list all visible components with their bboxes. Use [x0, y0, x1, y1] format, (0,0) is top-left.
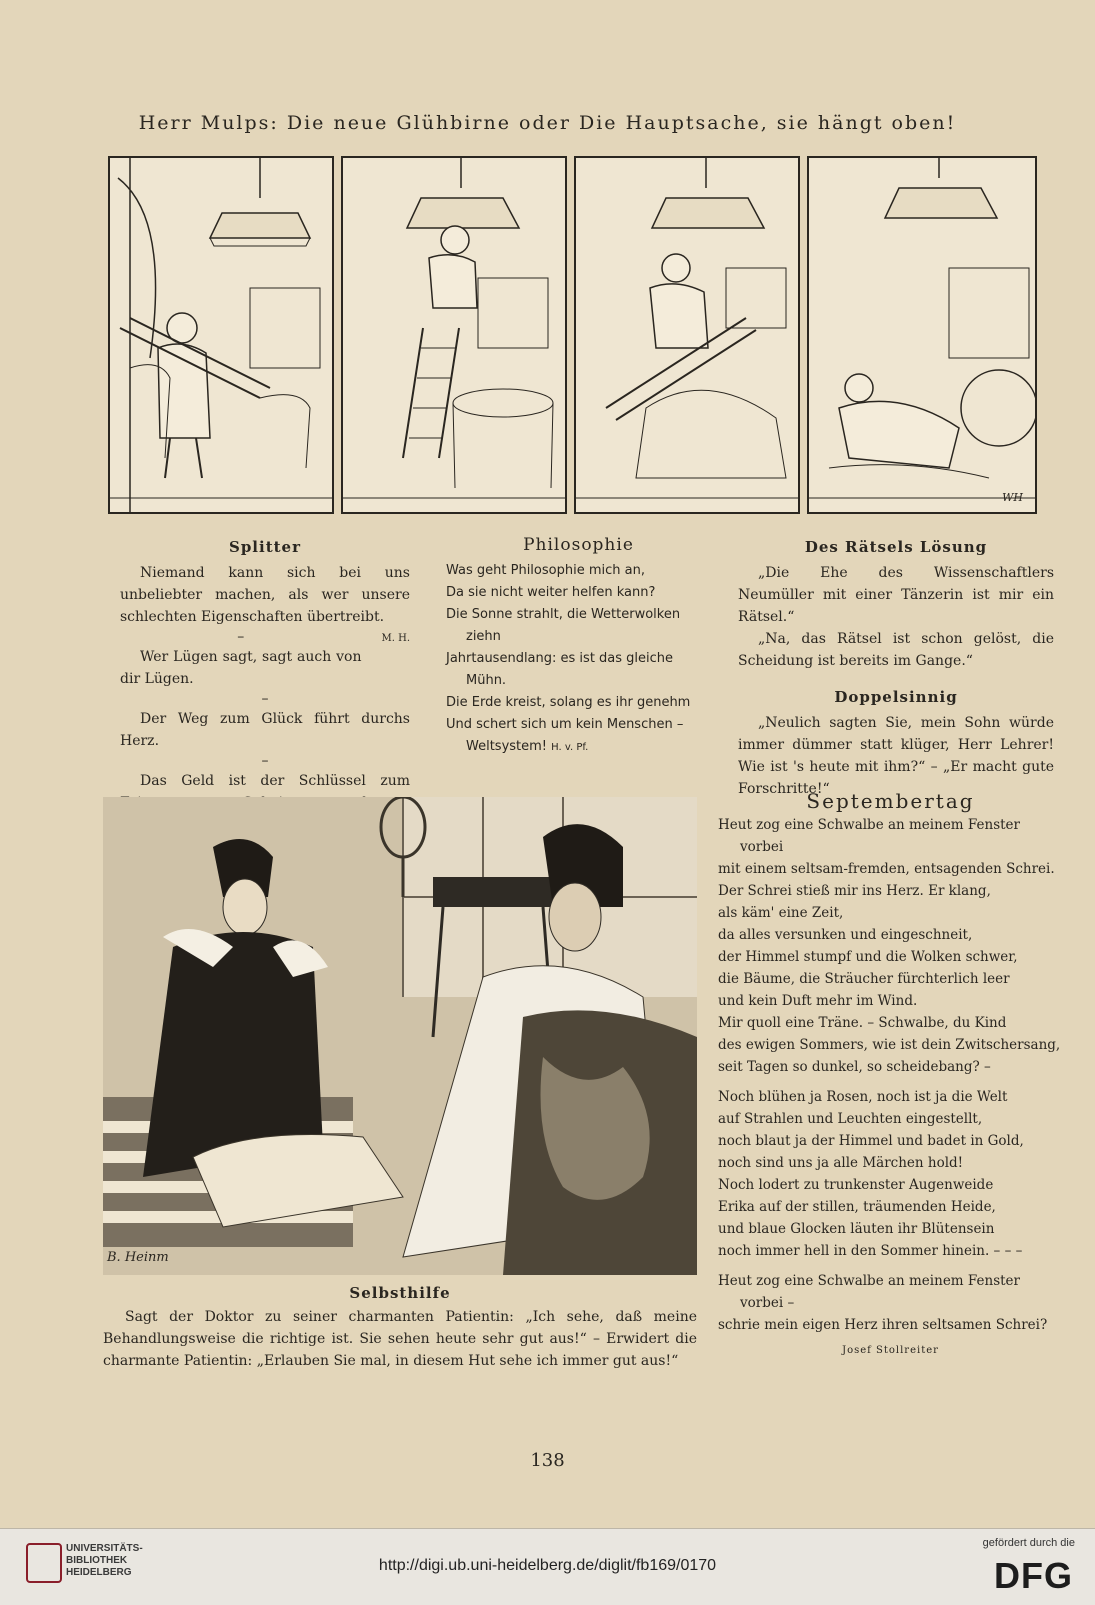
splitter-paragraph-2: Wer Lügen sagt, sagt auch von dir Lügen.	[120, 649, 362, 687]
poem-line: und blaue Glocken läuten ihr Blütensein	[718, 1221, 995, 1237]
splitter-divider: –	[237, 629, 245, 645]
selbsthilfe-heading: Selbsthilfe	[349, 1284, 451, 1302]
philosophie-heading: Philosophie	[523, 535, 634, 555]
splitter-text-1: Niemand kann sich bei uns unbeliebter machen, als wer unsere schlechten Eigenschaften übertreibt.	[120, 565, 410, 625]
splitter-column	[120, 536, 410, 838]
poem-line: der Himmel stumpf und die Wolken schwer,	[718, 949, 1018, 965]
comic-strip	[108, 156, 1058, 512]
splitter-text-4: Das Geld ist der Schlüssel zum	[140, 773, 410, 789]
comic-panel-1	[108, 156, 334, 514]
raetsel-heading: Des Rätsels Lösung	[804, 538, 988, 556]
poem-line: vorbei –	[740, 1295, 795, 1311]
funding-note: gefördert durch die	[982, 1537, 1075, 1549]
poem-line: da alles versunken und eingeschneit,	[718, 927, 973, 943]
poem-line: Noch blühen ja Rosen, noch ist ja die Welt	[718, 1089, 1008, 1105]
philosophie-line: Die Erde kreist, solang es ihr genehm	[446, 695, 691, 710]
doctor-patient-illustration	[103, 797, 697, 1275]
poem-line: Noch lodert zu trunkenster Augenweide	[718, 1177, 994, 1193]
doppelsinnig-paragraph: „Neulich sagten Sie, mein Sohn würde immer dümmer statt klüger, Herr Lehrer! Wie ist 's heute mit ihm?“ – „Er macht gute Forschritte!“	[738, 715, 1054, 797]
poem-line: Erika auf der stillen, träumenden Heide,	[718, 1199, 996, 1215]
doppelsinnig-heading: Doppelsinnig	[834, 688, 958, 706]
library-name-line: HEIDELBERG	[66, 1567, 132, 1578]
library-name-line: BIBLIOTHEK	[66, 1555, 128, 1566]
poem-line: als käm' eine Zeit,	[718, 905, 844, 921]
philosophie-line: Jahrtausendlang: es ist das gleiche	[446, 651, 674, 666]
panel-1-drawing	[110, 158, 332, 512]
poem-line: noch blaut ja der Himmel und badet in Gold,	[718, 1133, 1024, 1149]
poem-line: Mir quoll eine Träne. – Schwalbe, du Kind	[718, 1015, 1007, 1031]
page-number: 138	[530, 1450, 565, 1471]
splitter-paragraph-3: Der Weg zum Glück führt durchs Herz.	[120, 711, 410, 749]
philosophie-line: Mühn.	[466, 673, 507, 688]
illustration-signature: B. Heinm	[107, 1250, 169, 1265]
philosophie-line: Die Sonne strahlt, die Wetterwolken	[446, 607, 681, 622]
septembertag-poem	[718, 790, 1063, 1362]
raetsel-column	[738, 536, 1054, 800]
philosophie-signature: H. v. Pf.	[551, 742, 589, 753]
splitter-signature-1: M. H.	[381, 633, 410, 644]
comic-title: Herr Mulps: Die neue Glühbirne oder Die Hauptsache, sie hängt oben!	[138, 112, 957, 134]
poem-line: noch sind uns ja alle Märchen hold!	[718, 1155, 964, 1171]
philosophie-line: ziehn	[466, 629, 501, 644]
poem-author: Josef Stollreiter	[842, 1345, 939, 1356]
philosophie-line-text: Weltsystem!	[466, 739, 548, 754]
poem-line: Der Schrei stieß mir ins Herz. Er klang,	[718, 883, 991, 899]
philosophie-line: Und schert sich um kein Menschen –	[446, 717, 684, 732]
raetsel-paragraph-2: „Na, das Rätsel ist schon gelöst, die Scheidung ist bereits im Gange.“	[738, 631, 1054, 669]
poem-line: auf Strahlen und Leuchten eingestellt,	[718, 1111, 983, 1127]
splitter-paragraph-1	[120, 562, 410, 644]
philosophie-line: Was geht Philosophie mich an,	[446, 563, 645, 578]
poem-line: mit einem seltsam-fremden, entsagenden Schrei.	[718, 861, 1055, 877]
splitter-divider: –	[261, 691, 269, 707]
poem-line: seit Tagen so dunkel, so scheidebang? –	[718, 1059, 991, 1075]
splitter-divider: –	[261, 753, 269, 769]
poem-line: schrie mein eigen Herz ihren seltsamen Schrei?	[718, 1317, 1048, 1333]
doctor-patient-drawing	[103, 797, 697, 1275]
panel-3-drawing	[576, 158, 798, 512]
selbsthilfe-section	[103, 1282, 697, 1372]
selbsthilfe-text: Sagt der Doktor zu seiner charmanten Patientin: „Ich sehe, daß meine Behandlungsweise die richtige ist. Sie sehen heute sehr gut aus!“ – Erwidert die charmante Patientin: „Erlauben Sie mal, in diesem Hut sehe ich immer gut aus!“	[103, 1309, 697, 1369]
raetsel-paragraph-1: „Die Ehe des Wissenschaftlers Neumüller mit einer Tänzerin ist mir ein Rätsel.“	[738, 565, 1054, 625]
comic-panel-4	[807, 156, 1037, 514]
comic-panel-3	[574, 156, 800, 514]
library-name-line: UNIVERSITÄTS-	[66, 1543, 143, 1554]
poem-line: die Bäume, die Sträucher fürchterlich leer	[718, 971, 1010, 987]
dfg-logo: DFG	[994, 1555, 1073, 1596]
poem-line: Heut zog eine Schwalbe an meinem Fenster	[718, 1273, 1021, 1289]
poem-line: des ewigen Sommers, wie ist dein Zwitschersang,	[718, 1037, 1061, 1053]
panel-2-drawing	[343, 158, 565, 512]
comic-signature: WH	[1002, 491, 1023, 504]
comic-panel-2	[341, 156, 567, 514]
philosophie-line: Da sie nicht weiter helfen kann?	[446, 585, 656, 600]
splitter-heading: Splitter	[228, 538, 302, 556]
poem-title: Septembertag	[806, 789, 975, 813]
panel-4-drawing	[809, 158, 1035, 512]
poem-line: und kein Duft mehr im Wind.	[718, 993, 918, 1009]
digitization-footer	[0, 1528, 1095, 1605]
philosophie-column	[446, 534, 711, 759]
philosophie-line-last	[446, 736, 711, 759]
source-url-link[interactable]: http://digi.ub.uni-heidelberg.de/diglit/fb169/0170	[378, 1557, 717, 1574]
poem-line: Heut zog eine Schwalbe an meinem Fenster	[718, 817, 1021, 833]
poem-line: vorbei	[740, 839, 784, 855]
poem-line: noch immer hell in den Sommer hinein. – – –	[718, 1243, 1023, 1259]
